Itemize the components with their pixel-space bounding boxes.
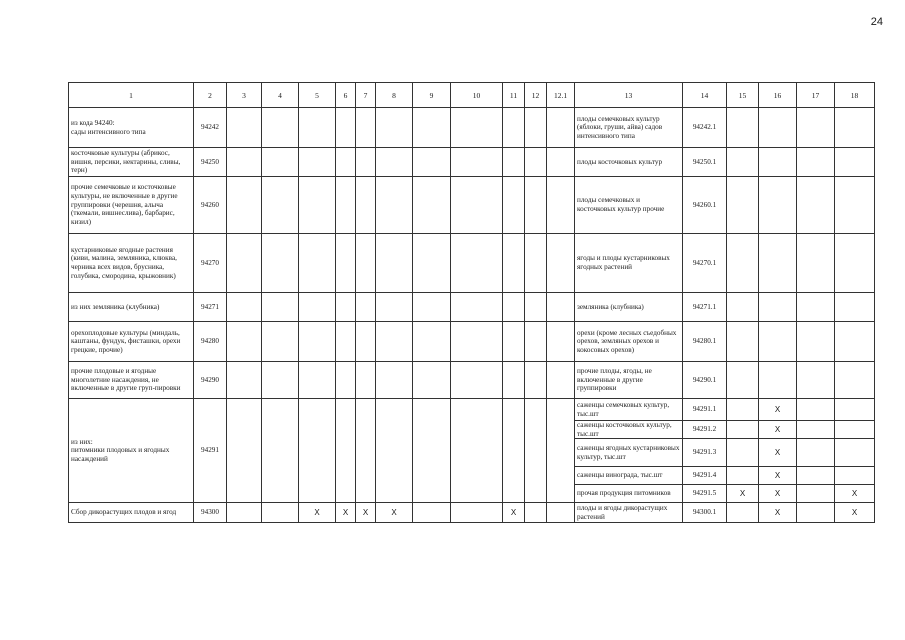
column-header: 5 (299, 83, 336, 108)
empty-cell (797, 362, 835, 399)
data-table (68, 82, 875, 523)
empty-cell (727, 322, 759, 362)
column-header: 16 (759, 83, 797, 108)
mark-cell (797, 503, 835, 523)
mark-cell (262, 503, 299, 523)
empty-cell (547, 322, 575, 362)
empty-cell (525, 293, 547, 322)
product-code-cell: 94271.1 (683, 293, 727, 322)
row-name-cell: косточковые культуры (абрикос, вишня, персики, нектарины, сливы, терн) (69, 148, 194, 177)
empty-cell (451, 108, 503, 148)
empty-cell (299, 322, 336, 362)
product-code-cell: 94300.1 (683, 503, 727, 523)
product-code-cell: 94291.1 (683, 399, 727, 421)
mark-cell: X (503, 503, 525, 523)
row-name-cell: прочие семечковые и косточковые культуры, не включенные в другие группировки (черешня, алыча (ткемали, вишнеслива), барбарис, кизил) (69, 177, 194, 234)
mark-cell (835, 399, 875, 421)
empty-cell (336, 362, 356, 399)
empty-cell (547, 399, 575, 503)
mark-cell: X (759, 439, 797, 467)
empty-cell (227, 399, 262, 503)
mark-cell (727, 503, 759, 523)
row-code-cell: 94280 (194, 322, 227, 362)
empty-cell (356, 234, 376, 293)
empty-cell (797, 234, 835, 293)
column-header: 2 (194, 83, 227, 108)
row-name-cell: Сбор дикорастущих плодов и ягод (69, 503, 194, 523)
row-name-cell: орехоплодовые культуры (миндаль, каштаны, фундук, фисташки, орехи грецкие, прочие) (69, 322, 194, 362)
mark-cell (727, 421, 759, 439)
column-header: 1 (69, 83, 194, 108)
empty-cell (547, 234, 575, 293)
empty-cell (451, 293, 503, 322)
mark-cell (413, 503, 451, 523)
empty-cell (356, 108, 376, 148)
empty-cell (525, 148, 547, 177)
row-code-cell: 94250 (194, 148, 227, 177)
empty-cell (376, 362, 413, 399)
product-cell: прочие плоды, ягоды, не включенные в другие группировки (575, 362, 683, 399)
empty-cell (356, 293, 376, 322)
empty-cell (299, 293, 336, 322)
empty-cell (376, 108, 413, 148)
product-cell: саженцы косточковых культур, тыс.шт (575, 421, 683, 439)
mark-cell: X (376, 503, 413, 523)
mark-cell: X (759, 485, 797, 503)
empty-cell (227, 362, 262, 399)
empty-cell (413, 322, 451, 362)
empty-cell (262, 399, 299, 503)
empty-cell (376, 399, 413, 503)
column-header: 6 (336, 83, 356, 108)
product-code-cell: 94291.2 (683, 421, 727, 439)
table-row (69, 322, 875, 362)
mark-cell: X (727, 485, 759, 503)
column-header: 3 (227, 83, 262, 108)
empty-cell (503, 322, 525, 362)
column-header: 12 (525, 83, 547, 108)
column-header: 8 (376, 83, 413, 108)
product-cell: плоды косточковых культур (575, 148, 683, 177)
empty-cell (727, 148, 759, 177)
empty-cell (547, 293, 575, 322)
empty-cell (759, 293, 797, 322)
mark-cell: X (356, 503, 376, 523)
product-code-cell: 94250.1 (683, 148, 727, 177)
mark-cell (797, 485, 835, 503)
empty-cell (503, 399, 525, 503)
empty-cell (227, 108, 262, 148)
column-header: 17 (797, 83, 835, 108)
column-header: 11 (503, 83, 525, 108)
empty-cell (525, 399, 547, 503)
product-cell: плоды и ягоды дикорастущих растений (575, 503, 683, 523)
empty-cell (451, 177, 503, 234)
empty-cell (299, 234, 336, 293)
product-code-cell: 94280.1 (683, 322, 727, 362)
empty-cell (356, 148, 376, 177)
empty-cell (759, 362, 797, 399)
empty-cell (356, 362, 376, 399)
empty-cell (413, 293, 451, 322)
table-row (69, 503, 875, 523)
empty-cell (336, 399, 356, 503)
page-number: 24 (870, 16, 883, 28)
empty-cell (835, 293, 875, 322)
empty-cell (413, 362, 451, 399)
product-code-cell: 94291.5 (683, 485, 727, 503)
column-header: 14 (683, 83, 727, 108)
product-cell: ягоды и плоды кустарниковых ягодных растений (575, 234, 683, 293)
empty-cell (262, 234, 299, 293)
empty-cell (262, 362, 299, 399)
empty-cell (525, 108, 547, 148)
product-code-cell: 94291.3 (683, 439, 727, 467)
column-header: 13 (575, 83, 683, 108)
table-row (69, 148, 875, 177)
empty-cell (503, 293, 525, 322)
row-code-cell: 94242 (194, 108, 227, 148)
empty-cell (451, 399, 503, 503)
empty-cell (413, 234, 451, 293)
product-cell: саженцы ягодных кустарниковых культур, тыс.шт (575, 439, 683, 467)
empty-cell (299, 177, 336, 234)
empty-cell (336, 234, 356, 293)
mark-cell: X (299, 503, 336, 523)
row-code-cell: 94260 (194, 177, 227, 234)
column-header: 9 (413, 83, 451, 108)
mark-cell: X (759, 467, 797, 485)
mark-cell (797, 399, 835, 421)
column-header: 15 (727, 83, 759, 108)
empty-cell (727, 108, 759, 148)
empty-cell (835, 177, 875, 234)
product-cell: саженцы семечковых культур, тыс.шт (575, 399, 683, 421)
empty-cell (451, 148, 503, 177)
column-header: 4 (262, 83, 299, 108)
row-code-cell: 94271 (194, 293, 227, 322)
empty-cell (227, 177, 262, 234)
mark-cell (451, 503, 503, 523)
empty-cell (759, 234, 797, 293)
table-row (69, 399, 875, 421)
empty-cell (503, 234, 525, 293)
empty-cell (503, 148, 525, 177)
empty-cell (797, 108, 835, 148)
mark-cell (727, 439, 759, 467)
empty-cell (336, 177, 356, 234)
empty-cell (835, 148, 875, 177)
column-header: 7 (356, 83, 376, 108)
product-cell: прочая продукция питомников (575, 485, 683, 503)
mark-cell (835, 439, 875, 467)
table-row (69, 108, 875, 148)
empty-cell (336, 322, 356, 362)
column-header: 10 (451, 83, 503, 108)
product-code-cell: 94291.4 (683, 467, 727, 485)
mark-cell: X (835, 485, 875, 503)
empty-cell (262, 148, 299, 177)
empty-cell (227, 322, 262, 362)
empty-cell (547, 362, 575, 399)
empty-cell (227, 234, 262, 293)
product-cell: саженцы винограда, тыс.шт (575, 467, 683, 485)
empty-cell (797, 293, 835, 322)
empty-cell (413, 148, 451, 177)
empty-cell (727, 293, 759, 322)
mark-cell: X (759, 399, 797, 421)
empty-cell (797, 148, 835, 177)
mark-cell (727, 399, 759, 421)
row-code-cell: 94300 (194, 503, 227, 523)
empty-cell (525, 177, 547, 234)
product-cell: плоды семечковых культур (яблоки, груши, айва) садов интенсивного типа (575, 108, 683, 148)
row-name-cell: кустарниковые ягодные растения (киви, малина, земляника, клюква, черника всех видов, брусника, голубика, смородина, крыжовник) (69, 234, 194, 293)
empty-cell (376, 322, 413, 362)
mark-cell: X (835, 503, 875, 523)
empty-cell (299, 362, 336, 399)
mark-cell (797, 439, 835, 467)
empty-cell (759, 148, 797, 177)
product-cell: земляника (клубника) (575, 293, 683, 322)
empty-cell (376, 177, 413, 234)
empty-cell (759, 177, 797, 234)
empty-cell (451, 234, 503, 293)
empty-cell (835, 362, 875, 399)
empty-cell (299, 399, 336, 503)
product-cell: плоды семечковых и косточковых культур прочие (575, 177, 683, 234)
header-row (69, 83, 875, 108)
mark-cell (525, 503, 547, 523)
empty-cell (835, 234, 875, 293)
empty-cell (227, 293, 262, 322)
empty-cell (525, 362, 547, 399)
table-row (69, 362, 875, 399)
empty-cell (727, 234, 759, 293)
column-header: 18 (835, 83, 875, 108)
mark-cell (797, 421, 835, 439)
empty-cell (451, 322, 503, 362)
row-name-cell: из них земляника (клубника) (69, 293, 194, 322)
empty-cell (503, 362, 525, 399)
product-cell: орехи (кроме лесных съедобных орехов, земляных орехов и кокосовых орехов) (575, 322, 683, 362)
empty-cell (262, 177, 299, 234)
mark-cell (835, 467, 875, 485)
empty-cell (336, 293, 356, 322)
mark-cell: X (759, 421, 797, 439)
mark-cell (547, 503, 575, 523)
empty-cell (727, 177, 759, 234)
empty-cell (413, 177, 451, 234)
empty-cell (759, 108, 797, 148)
empty-cell (797, 177, 835, 234)
empty-cell (376, 234, 413, 293)
empty-cell (356, 322, 376, 362)
empty-cell (727, 362, 759, 399)
empty-cell (413, 399, 451, 503)
product-code-cell: 94270.1 (683, 234, 727, 293)
mark-cell: X (336, 503, 356, 523)
empty-cell (835, 322, 875, 362)
row-code-cell: 94290 (194, 362, 227, 399)
empty-cell (227, 148, 262, 177)
empty-cell (759, 322, 797, 362)
empty-cell (525, 234, 547, 293)
empty-cell (376, 293, 413, 322)
empty-cell (262, 293, 299, 322)
empty-cell (336, 108, 356, 148)
empty-cell (797, 322, 835, 362)
empty-cell (547, 148, 575, 177)
column-header: 12.1 (547, 83, 575, 108)
empty-cell (547, 108, 575, 148)
row-code-cell: 94291 (194, 399, 227, 503)
product-code-cell: 94260.1 (683, 177, 727, 234)
mark-cell (227, 503, 262, 523)
empty-cell (547, 177, 575, 234)
empty-cell (299, 108, 336, 148)
table-row (69, 293, 875, 322)
empty-cell (262, 322, 299, 362)
empty-cell (451, 362, 503, 399)
empty-cell (525, 322, 547, 362)
empty-cell (336, 148, 356, 177)
empty-cell (356, 177, 376, 234)
empty-cell (356, 399, 376, 503)
product-code-cell: 94290.1 (683, 362, 727, 399)
row-code-cell: 94270 (194, 234, 227, 293)
mark-cell (727, 467, 759, 485)
empty-cell (299, 148, 336, 177)
empty-cell (503, 108, 525, 148)
empty-cell (413, 108, 451, 148)
empty-cell (262, 108, 299, 148)
empty-cell (835, 108, 875, 148)
row-name-cell: прочие плодовые и ягодные многолетние насаждения, не включенные в другие груп-пировки (69, 362, 194, 399)
mark-cell (835, 421, 875, 439)
row-name-cell: из кода 94240: сады интенсивного типа (69, 108, 194, 148)
table-row (69, 234, 875, 293)
product-code-cell: 94242.1 (683, 108, 727, 148)
mark-cell (797, 467, 835, 485)
table-row (69, 177, 875, 234)
empty-cell (503, 177, 525, 234)
empty-cell (376, 148, 413, 177)
row-name-cell: из них: питомники плодовых и ягодных насаждений (69, 399, 194, 503)
mark-cell: X (759, 503, 797, 523)
